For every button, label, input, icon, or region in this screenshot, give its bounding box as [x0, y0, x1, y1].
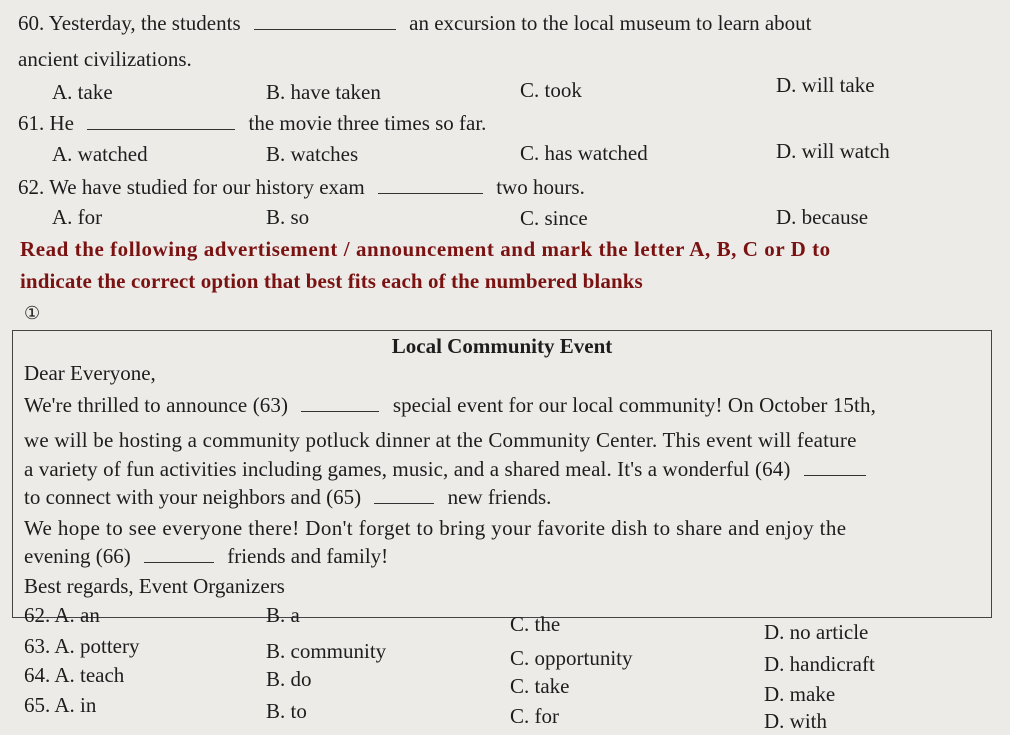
paragraph-text: new friends.: [447, 485, 552, 509]
answer-64-option-c: C. take: [510, 674, 570, 698]
answer-65-option-a: 65. A. in: [24, 693, 97, 717]
option-b: B. so: [266, 205, 310, 229]
paragraph-line-1: [24, 392, 876, 418]
blank-65[interactable]: [374, 485, 434, 504]
option-d: D. will watch: [776, 139, 890, 163]
answer-63-option-a: 63. A. pottery: [24, 634, 140, 658]
answer-blank[interactable]: [87, 111, 235, 130]
question-text: 62. We have studied for our history exam: [18, 175, 365, 199]
option-b: B. have taken: [266, 80, 381, 104]
option-c: C. has watched: [520, 141, 648, 165]
answer-blank[interactable]: [254, 11, 396, 30]
question-61: [18, 110, 486, 136]
option-d: D. because: [776, 205, 869, 229]
instruction-line-1: Read the following advertisement / announcement and mark the letter A, B, C or D to: [20, 237, 831, 261]
question-60: [18, 10, 812, 36]
question-text: two hours.: [496, 175, 585, 199]
paragraph-line-6: [24, 543, 388, 569]
answer-blank[interactable]: [378, 175, 483, 194]
option-c: C. took: [520, 78, 582, 102]
blank-66[interactable]: [144, 544, 214, 563]
paragraph-text: We're thrilled to announce (63): [24, 393, 289, 417]
answer-65-option-d: D. with: [764, 709, 827, 733]
option-d: D. will take: [776, 73, 875, 97]
question-62: [18, 174, 585, 200]
circled-one-marker: ①: [24, 303, 41, 323]
answer-64-option-a: 64. A. teach: [24, 663, 125, 687]
paragraph-line-2: we will be hosting a community potluck dinner at the Community Center. This event will feature: [24, 428, 857, 452]
answer-65-option-b: B. to: [266, 699, 307, 723]
blank-64[interactable]: [804, 457, 866, 476]
paragraph-text: evening (66): [24, 544, 131, 568]
answer-64-option-d: D. make: [764, 682, 836, 706]
answer-62-option-d: D. no article: [764, 620, 869, 644]
option-b: B. watches: [266, 142, 359, 166]
option-a: A. for: [52, 205, 103, 229]
option-a: A. take: [52, 80, 113, 104]
option-c: C. since: [520, 206, 588, 230]
answer-62-option-a: 62. A. an: [24, 603, 100, 627]
greeting: Dear Everyone,: [24, 361, 156, 385]
answer-62-option-b: B. a: [266, 603, 300, 627]
answer-65-option-c: C. for: [510, 704, 559, 728]
question-60-continued: ancient civilizations.: [18, 47, 192, 71]
answer-62-option-c: C. the: [510, 612, 561, 636]
announcement-title: Local Community Event: [391, 334, 613, 358]
paragraph-line-5: We hope to see everyone there! Don't forget to bring your favorite dish to share and enjoy the: [24, 516, 847, 540]
question-text: 61. He: [18, 111, 74, 135]
paragraph-text: to connect with your neighbors and (65): [24, 485, 362, 509]
paragraph-line-4: [24, 484, 551, 510]
answer-64-option-b: B. do: [266, 667, 312, 691]
paragraph-text: a variety of fun activities including games, music, and a shared meal. It's a wonderful (64): [24, 457, 791, 481]
question-text: the movie three times so far.: [248, 111, 487, 135]
instruction-line-2: indicate the correct option that best fits each of the numbered blanks: [20, 269, 643, 293]
question-text: an excursion to the local museum to learn about: [409, 11, 812, 35]
option-a: A. watched: [52, 142, 148, 166]
paragraph-text: special event for our local community! On October 15th,: [392, 393, 876, 417]
paragraph-text: friends and family!: [227, 544, 389, 568]
answer-63-option-d: D. handicraft: [764, 652, 875, 676]
blank-63[interactable]: [301, 393, 379, 412]
answer-63-option-c: C. opportunity: [510, 646, 633, 670]
paragraph-line-3: [24, 456, 866, 482]
answer-63-option-b: B. community: [266, 639, 387, 663]
question-text: 60. Yesterday, the students: [18, 11, 241, 35]
signoff: Best regards, Event Organizers: [24, 574, 285, 598]
